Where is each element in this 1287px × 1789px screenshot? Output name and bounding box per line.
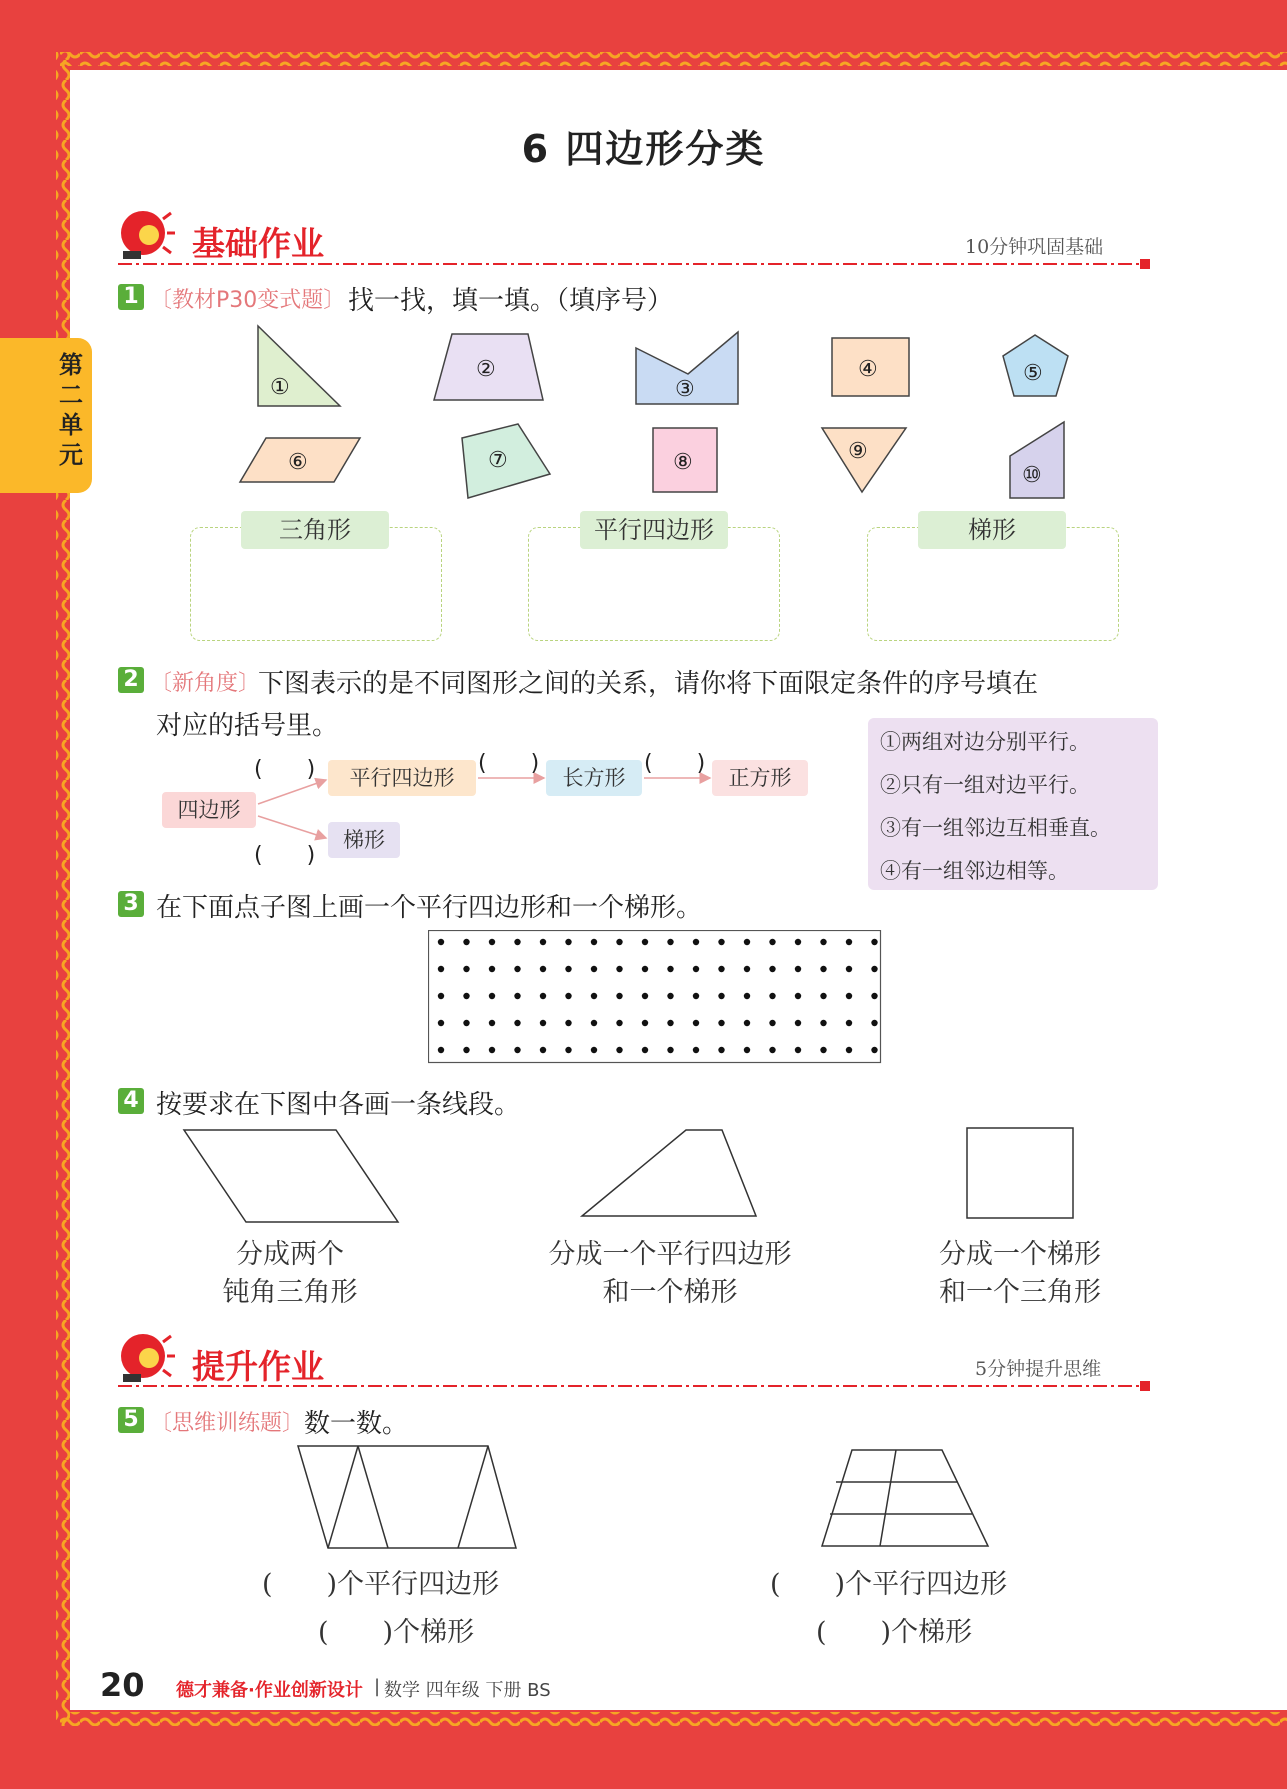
q4-caption-3-line1: 分成一个梯形 xyxy=(939,1239,1101,1270)
unit-side-text: 第二单元 xyxy=(59,351,83,469)
q4-text: 按要求在下图中各画一条线段。 xyxy=(156,1090,521,1120)
paren-para-rect[interactable]: ( ) xyxy=(478,751,540,776)
shape-3-label: ③ xyxy=(675,377,695,402)
q2-number: 2 xyxy=(118,667,144,693)
section-basic-title: 基础作业 xyxy=(192,224,324,263)
node-parallelogram: 平行四边形 xyxy=(328,760,476,796)
paren-rect-square[interactable]: ( ) xyxy=(644,751,706,776)
condition-1: ①两组对边分别平行。 xyxy=(880,730,1090,754)
q4-number: 4 xyxy=(118,1088,144,1114)
shape-2-label: ② xyxy=(476,357,496,382)
q5-left-figure xyxy=(298,1446,516,1548)
q5-right-figure xyxy=(822,1450,988,1546)
q5-number: 5 xyxy=(118,1407,144,1433)
shape-7-label: ⑦ xyxy=(488,448,508,473)
category-label-trapezoid: 梯形 xyxy=(918,511,1066,549)
node-rectangle: 长方形 xyxy=(546,760,642,796)
q3-number: 3 xyxy=(118,891,144,917)
q5-left-trapezoid-count[interactable]: ( )个梯形 xyxy=(318,1617,475,1648)
q5-left-parallelogram-count[interactable]: ( )个平行四边形 xyxy=(262,1569,500,1600)
section-advanced-title: 提升作业 xyxy=(192,1347,324,1386)
footer-brand: 德才兼备·作业创新设计 xyxy=(176,1680,363,1701)
q2-text-line1: 下图表示的是不同图形之间的关系，请你将下面限定条件的序号填在 xyxy=(258,669,1039,699)
node-trapezoid: 梯形 xyxy=(328,822,400,858)
shape-5-label: ⑤ xyxy=(1023,361,1043,386)
q5-tag: 〔思维训练题〕 xyxy=(150,1411,305,1436)
q2-text-line2: 对应的括号里。 xyxy=(156,711,339,741)
q4-caption-3-line2: 和一个三角形 xyxy=(939,1277,1101,1308)
footer-info: 数学 四年级 下册 BS xyxy=(384,1680,551,1701)
shape-6-label: ⑥ xyxy=(288,450,308,475)
category-label-triangle: 三角形 xyxy=(241,511,389,549)
q3-text: 在下面点子图上画一个平行四边形和一个梯形。 xyxy=(156,893,703,923)
q4-caption-1-line1: 分成两个 xyxy=(236,1239,344,1270)
q5-right-trapezoid-count[interactable]: ( )个梯形 xyxy=(816,1617,973,1648)
section-advanced-note: 5分钟提升思维 xyxy=(975,1358,1102,1380)
q1-tag: 〔教材P30变式题〕 xyxy=(150,288,346,313)
q2-tag: 〔新角度〕 xyxy=(150,671,261,696)
category-label-parallelogram: 平行四边形 xyxy=(580,511,728,549)
q4-caption-2-line2: 和一个梯形 xyxy=(602,1277,738,1308)
condition-4: ④有一组邻边相等。 xyxy=(880,859,1069,883)
shape-9-label: ⑨ xyxy=(848,439,868,464)
q4-caption-1-line2: 钝角三角形 xyxy=(222,1277,358,1308)
node-square: 正方形 xyxy=(712,760,808,796)
shape-8-label: ⑧ xyxy=(673,450,693,475)
q5-text: 数一数。 xyxy=(304,1409,409,1439)
q1-number: 1 xyxy=(118,284,144,310)
paren-quad-para[interactable]: ( ) xyxy=(254,757,316,782)
shape-10-label: ⑩ xyxy=(1022,463,1042,488)
shape-4-label: ④ xyxy=(858,357,878,382)
section-basic-note: 10分钟巩固基础 xyxy=(965,236,1104,258)
page-number: 20 xyxy=(100,1666,145,1704)
condition-3: ③有一组邻边互相垂直。 xyxy=(880,816,1111,840)
q5-right-parallelogram-count[interactable]: ( )个平行四边形 xyxy=(770,1569,1008,1600)
shape-1-label: ① xyxy=(270,375,290,400)
q1-text: 找一找，填一填。（填序号） xyxy=(348,286,674,316)
condition-2: ②只有一组对边平行。 xyxy=(880,773,1090,797)
page-title: 6 四边形分类 xyxy=(521,127,766,171)
paren-quad-trap[interactable]: ( ) xyxy=(254,843,316,868)
q4-caption-2-line1: 分成一个平行四边形 xyxy=(548,1239,792,1270)
footer-separator: | xyxy=(374,1676,381,1697)
node-quadrilateral: 四边形 xyxy=(162,792,256,828)
